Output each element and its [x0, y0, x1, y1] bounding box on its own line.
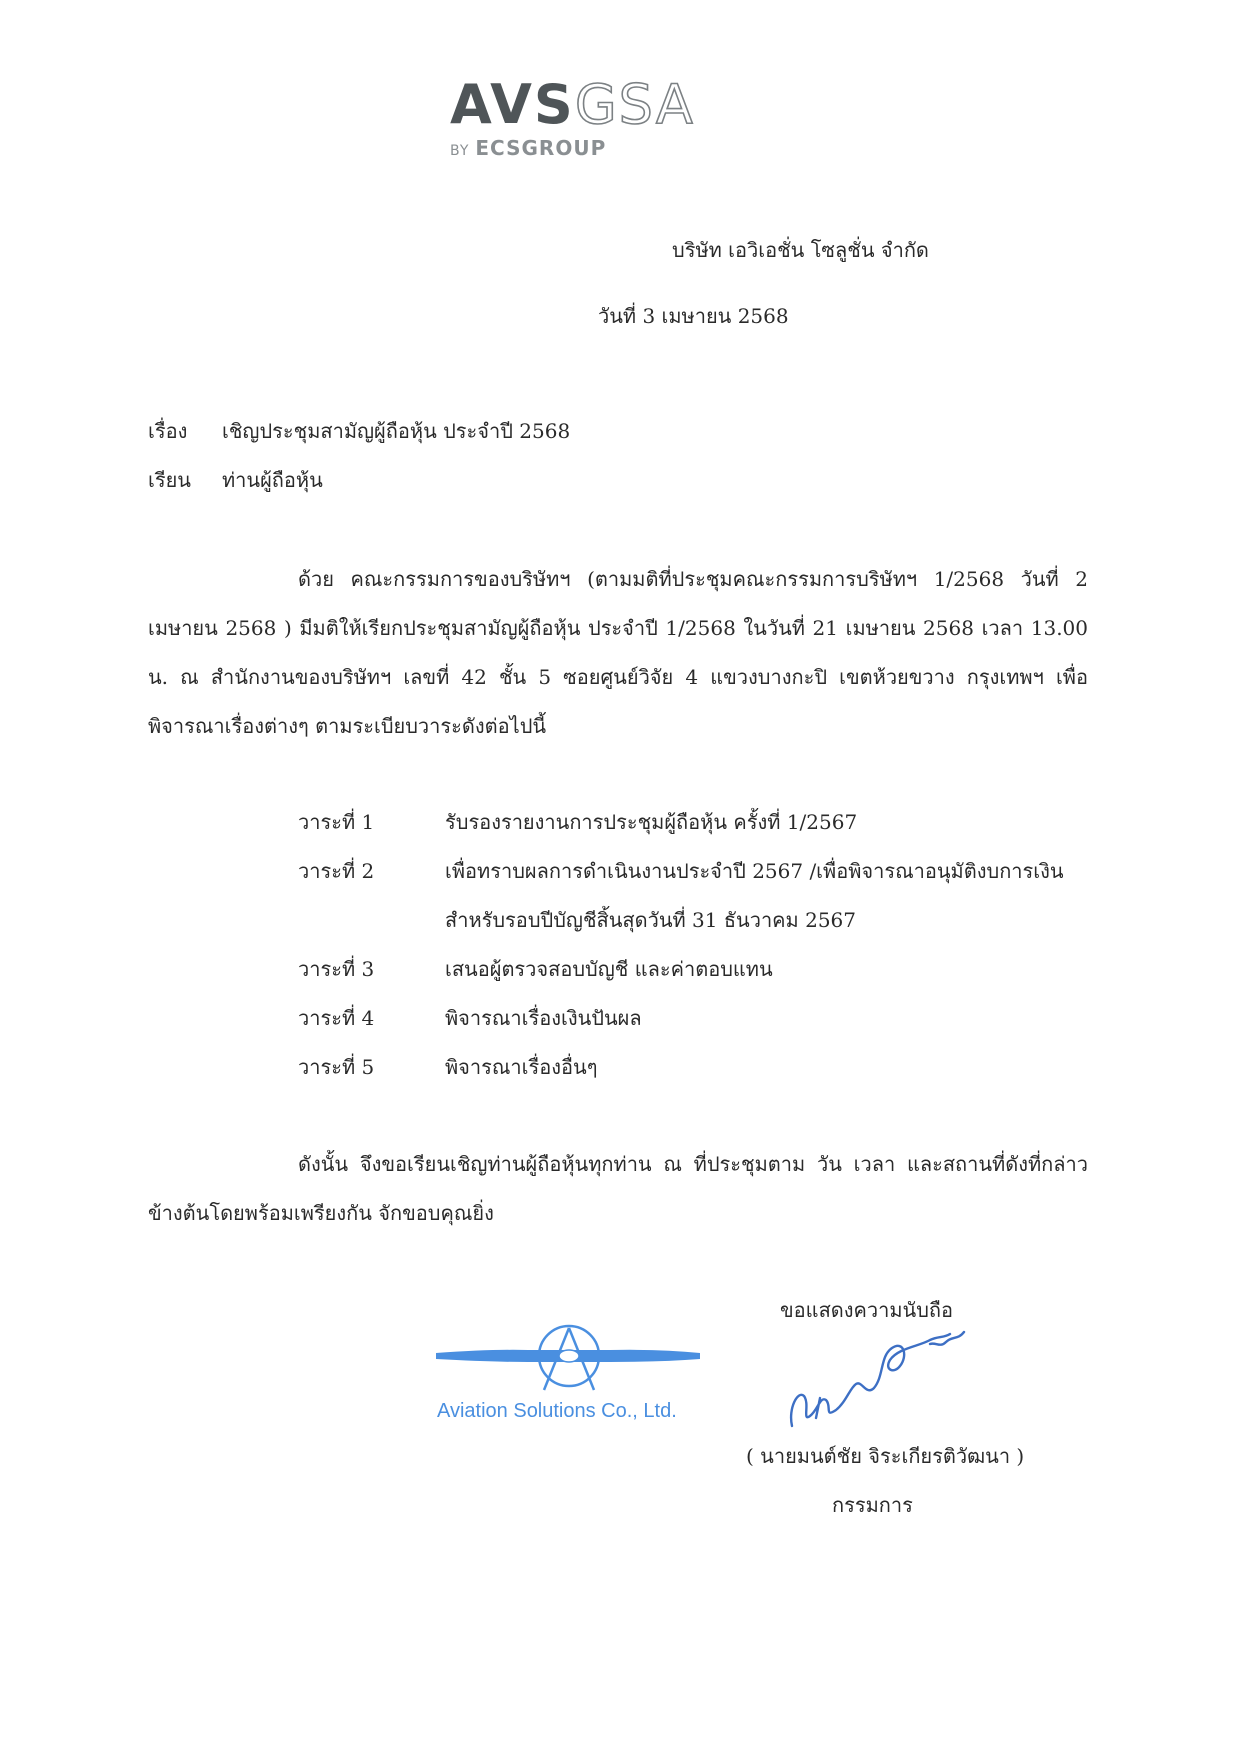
company-stamp	[432, 1322, 707, 1432]
closing-paragraph	[148, 1140, 1088, 1238]
body-paragraph-text: ด้วย คณะกรรมการของบริษัทฯ (ตามมติที่ประชุมคณะกรรมการบริษัทฯ 1/2568 วันที่ 2 เมษายน 2568 ) มีมติให้เรียกประชุมสามัญผู้ถือหุ้น ประจำปี 1/2568 ในวันที่ 21 เมษายน 2568 เวลา 13.00 น. ณ สำนักงานของบริษัทฯ เลขที่ 42 ชั้น 5 ซอยศูนย์วิจัย 4 แขวงบางกะปิ เขตห้วยขวาง กรุงเทพฯ เพื่อพิจารณาเรื่องต่างๆ ตามระเบียบวาระดังต่อไปนี้	[148, 567, 1088, 738]
company-name: บริษัท เอวิเอชั่น โซลูชั่น จำกัด	[672, 238, 929, 262]
agenda-label: วาระที่ 4	[298, 1006, 375, 1030]
to-label: เรียน	[148, 468, 191, 492]
closing-paragraph-text: ดังนั้น จึงขอเรียนเชิญท่านผู้ถือหุ้นทุกท่าน ณ ที่ประชุมตาม วัน เวลา และสถานที่ดังที่กล่าวข้างต้นโดยพร้อมเพรียงกัน จักขอบคุณยิ่ง	[148, 1152, 1088, 1225]
agenda-text: พิจารณาเรื่องเงินปันผล	[445, 1006, 642, 1030]
logo-by: BY	[450, 143, 470, 159]
agenda-text: เสนอผู้ตรวจสอบบัญชี และค่าตอบแทน	[445, 957, 773, 981]
signer-title: กรรมการ	[832, 1493, 913, 1517]
logo-wordmark	[450, 73, 695, 136]
body-paragraph	[148, 555, 1088, 751]
signer-name: ( นายมนต์ชัย จิระเกียรติวัฒนา )	[746, 1444, 1025, 1468]
logo-gsa: GSA	[574, 73, 695, 136]
agenda-text: รับรองรายงานการประชุมผู้ถือหุ้น ครั้งที่ 1/2567	[445, 810, 858, 834]
agenda-label: วาระที่ 3	[298, 957, 375, 981]
subject-label: เรื่อง	[148, 419, 188, 443]
logo-subline	[450, 136, 695, 160]
agenda-text: พิจารณาเรื่องอื่นๆ	[445, 1055, 598, 1079]
letter-date: วันที่ 3 เมษายน 2568	[598, 304, 789, 328]
signature-icon	[780, 1318, 980, 1438]
agenda-text: เพื่อทราบผลการดำเนินงานประจำปี 2567 /เพื่อพิจารณาอนุมัติงบการเงิน	[445, 859, 1064, 883]
regards-text: ขอแสดงความนับถือ	[780, 1298, 954, 1322]
agenda-label: วาระที่ 5	[298, 1055, 375, 1079]
airplane-stamp-icon	[432, 1322, 707, 1402]
agenda-label: วาระที่ 2	[298, 859, 375, 883]
to-text: ท่านผู้ถือหุ้น	[222, 468, 323, 492]
company-logo	[450, 73, 695, 160]
logo-group: ECSGROUP	[475, 136, 607, 160]
subject-text: เชิญประชุมสามัญผู้ถือหุ้น ประจำปี 2568	[222, 419, 571, 443]
agenda-label: วาระที่ 1	[298, 810, 375, 834]
stamp-company-text: Aviation Solutions Co., Ltd.	[437, 1400, 677, 1422]
logo-avs: AVS	[450, 73, 575, 136]
agenda-text-continued: สำหรับรอบปีบัญชีสิ้นสุดวันที่ 31 ธันวาคม 2567	[445, 908, 856, 932]
